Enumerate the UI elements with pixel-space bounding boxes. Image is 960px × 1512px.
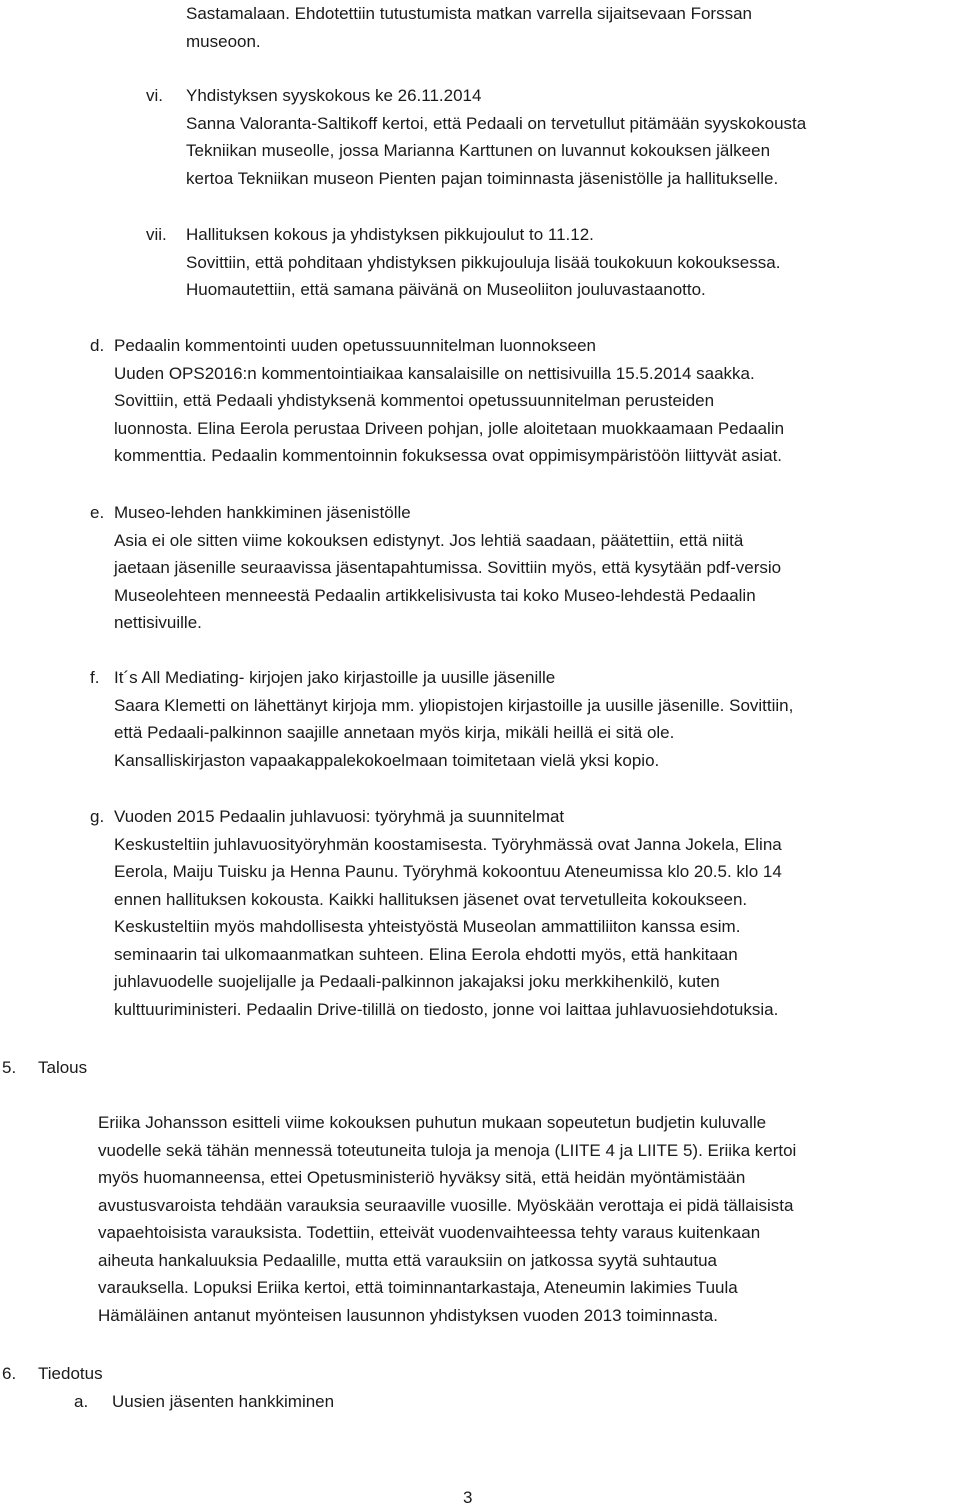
item-heading: Pedaalin kommentointi uuden opetussuunnitelman luonnokseen (114, 336, 597, 355)
item-vi-paragraph (186, 82, 806, 192)
text-line: Eerola, Maiju Tuisku ja Henna Paunu. Työryhmä kokoontuu Ateneumissa klo 20.5. klo 14 (114, 862, 782, 881)
text-line: juhlavuodelle suojelijalle ja Pedaali-palkinnon jakajaksi joku merkkihenkilö, kuten (114, 972, 720, 991)
text-line: myös huomanneensa, ettei Opetusministeriö hyväksy sitä, että heidän myöntämistään (98, 1168, 746, 1187)
text-line: luonnosta. Elina Eerola perustaa Driveen pohjan, jolle aloitetaan muokkaamaan Pedaalin (114, 418, 785, 438)
section-title-talous: Talous (38, 1058, 88, 1077)
item-heading-uusien-jasenten: Uusien jäsenten hankkiminen (112, 1392, 335, 1411)
text-line: museoon. (186, 31, 261, 51)
item-label-d: d. (90, 336, 105, 355)
item-label-vi: vi. (146, 86, 163, 105)
text-line: vuodelle sekä tähän mennessä toteutuneita tuloja ja menoja (LIITE 4 ja LIITE 5). Eriika kertoi (98, 1140, 797, 1160)
text-line: kommenttia. Pedaalin kommentoinnin fokuksessa ovat oppimisympäristöön liittyvät asiat. (114, 446, 783, 465)
text-line: Uuden OPS2016:n kommentointiaikaa kansalaisille on nettisivuilla 15.5.2014 saakka. (114, 363, 755, 383)
item-label-a: a. (74, 1392, 89, 1411)
text-line: Hämäläinen antanut myönteisen lausunnon yhdistyksen vuoden 2013 toiminnasta. (98, 1305, 718, 1325)
item-label-f: f. (90, 668, 100, 687)
item-label-e: e. (90, 503, 105, 522)
item-g-paragraph (114, 803, 782, 1023)
intro-paragraph (186, 0, 752, 55)
text-line: Huomautettiin, että samana päivänä on Museoliiton jouluvastaanotto. (186, 280, 706, 299)
text-line: jaetaan jäsenille seuraavissa jäsentapahtumissa. Sovittiin myös, että kysytään pdf-versio (114, 558, 782, 577)
text-line: aiheuta hankaluuksia Pedaalille, mutta että varauksiin on jatkossa syytä suhtautua (98, 1250, 717, 1270)
item-e-paragraph (114, 499, 781, 637)
item-vii-paragraph (186, 221, 780, 304)
section-title-tiedotus: Tiedotus (38, 1364, 103, 1383)
text-line: että Pedaali-palkinnon saajille annetaan myös kirja, mikäli heillä ei sitä ole. (114, 723, 675, 742)
section-number-5: 5. (2, 1058, 17, 1077)
item-heading: It´s All Mediating- kirjojen jako kirjastoille ja uusille jäsenille (114, 668, 556, 687)
text-line: Keskusteltiin juhlavuosityöryhmän koostamisesta. Työryhmässä ovat Janna Jokela, Elina (114, 834, 782, 854)
text-line: Sovittiin, että Pedaali yhdistyksenä kommentoi opetussuunnitelman perusteiden (114, 391, 715, 410)
item-heading: Hallituksen kokous ja yhdistyksen pikkujoulut to 11.12. (186, 225, 594, 244)
item-f-paragraph (114, 664, 793, 774)
item-label-g: g. (90, 807, 105, 826)
text-line: ennen hallituksen kokousta. Kaikki hallituksen jäsenet ovat tervetulleita kokoukseen. (114, 889, 748, 909)
text-line: seminaarin tai ulkomaanmatkan suhteen. Elina Eerola ehdotti myös, että hankitaan (114, 944, 738, 964)
text-line: kulttuuriministeri. Pedaalin Drive-tilillä on tiedosto, jonne voi laittaa juhlavuosiehdotuksia. (114, 999, 779, 1019)
section-5-paragraph (98, 1109, 796, 1329)
text-line: avustusvaroista tehdään varauksia seuraaville vuosille. Myöskään verottaja ei pidä tällaisista (98, 1195, 794, 1215)
text-line: varauksella. Lopuksi Eriika kertoi, että toiminnantarkastaja, Ateneumin lakimies Tuula (98, 1278, 738, 1297)
text-line: kertoa Tekniikan museon Pienten pajan toiminnasta jäsenistölle ja hallitukselle. (186, 168, 779, 188)
text-line: Saara Klemetti on lähettänyt kirjoja mm. yliopistojen kirjastoille ja uusille jäsenille. Sovittiin, (114, 695, 794, 715)
text-line: Asia ei ole sitten viime kokouksen edistynyt. Jos lehtiä saadaan, päätettiin, että niitä (114, 530, 744, 550)
page-number: 3 (463, 1488, 473, 1507)
text-line: Sovittiin, että pohditaan yhdistyksen pikkujouluja lisää toukokuun kokouksessa. (186, 252, 781, 272)
text-line: Sanna Valoranta-Saltikoff kertoi, että Pedaali on tervetullut pitämään syyskokousta (186, 113, 807, 133)
item-heading: Museo-lehden hankkiminen jäsenistölle (114, 503, 411, 522)
item-d-paragraph (114, 332, 784, 470)
text-line: nettisivuille. (114, 613, 202, 632)
text-line: Keskusteltiin myös mahdollisesta yhteistyöstä Museolan ammattiliiton kanssa esim. (114, 917, 741, 936)
item-heading: Vuoden 2015 Pedaalin juhlavuosi: työryhmä ja suunnitelmat (114, 807, 565, 826)
text-line: Museolehteen menneestä Pedaalin artikkelisivusta tai koko Museo-lehdestä Pedaalin (114, 585, 756, 605)
text-line: Kansalliskirjaston vapaakappalekokoelmaan toimitetaan vielä yksi kopio. (114, 750, 660, 770)
item-heading: Yhdistyksen syyskokous ke 26.11.2014 (186, 86, 482, 105)
text-line: Eriika Johansson esitteli viime kokouksen puhutun mukaan sopeutetun budjetin kuluvalle (98, 1113, 767, 1132)
text-line: Tekniikan museolle, jossa Marianna Karttunen on luvannut kokouksen jälkeen (186, 141, 771, 160)
text-line: vapaehtoisista varauksista. Todettiin, etteivät vuodenvaihteessa tehty varaus kuitenkaan (98, 1223, 761, 1242)
section-number-6: 6. (2, 1364, 17, 1383)
item-label-vii: vii. (146, 225, 167, 244)
text-line: Sastamalaan. Ehdotettiin tutustumista matkan varrella sijaitsevaan Forssan (186, 4, 752, 23)
